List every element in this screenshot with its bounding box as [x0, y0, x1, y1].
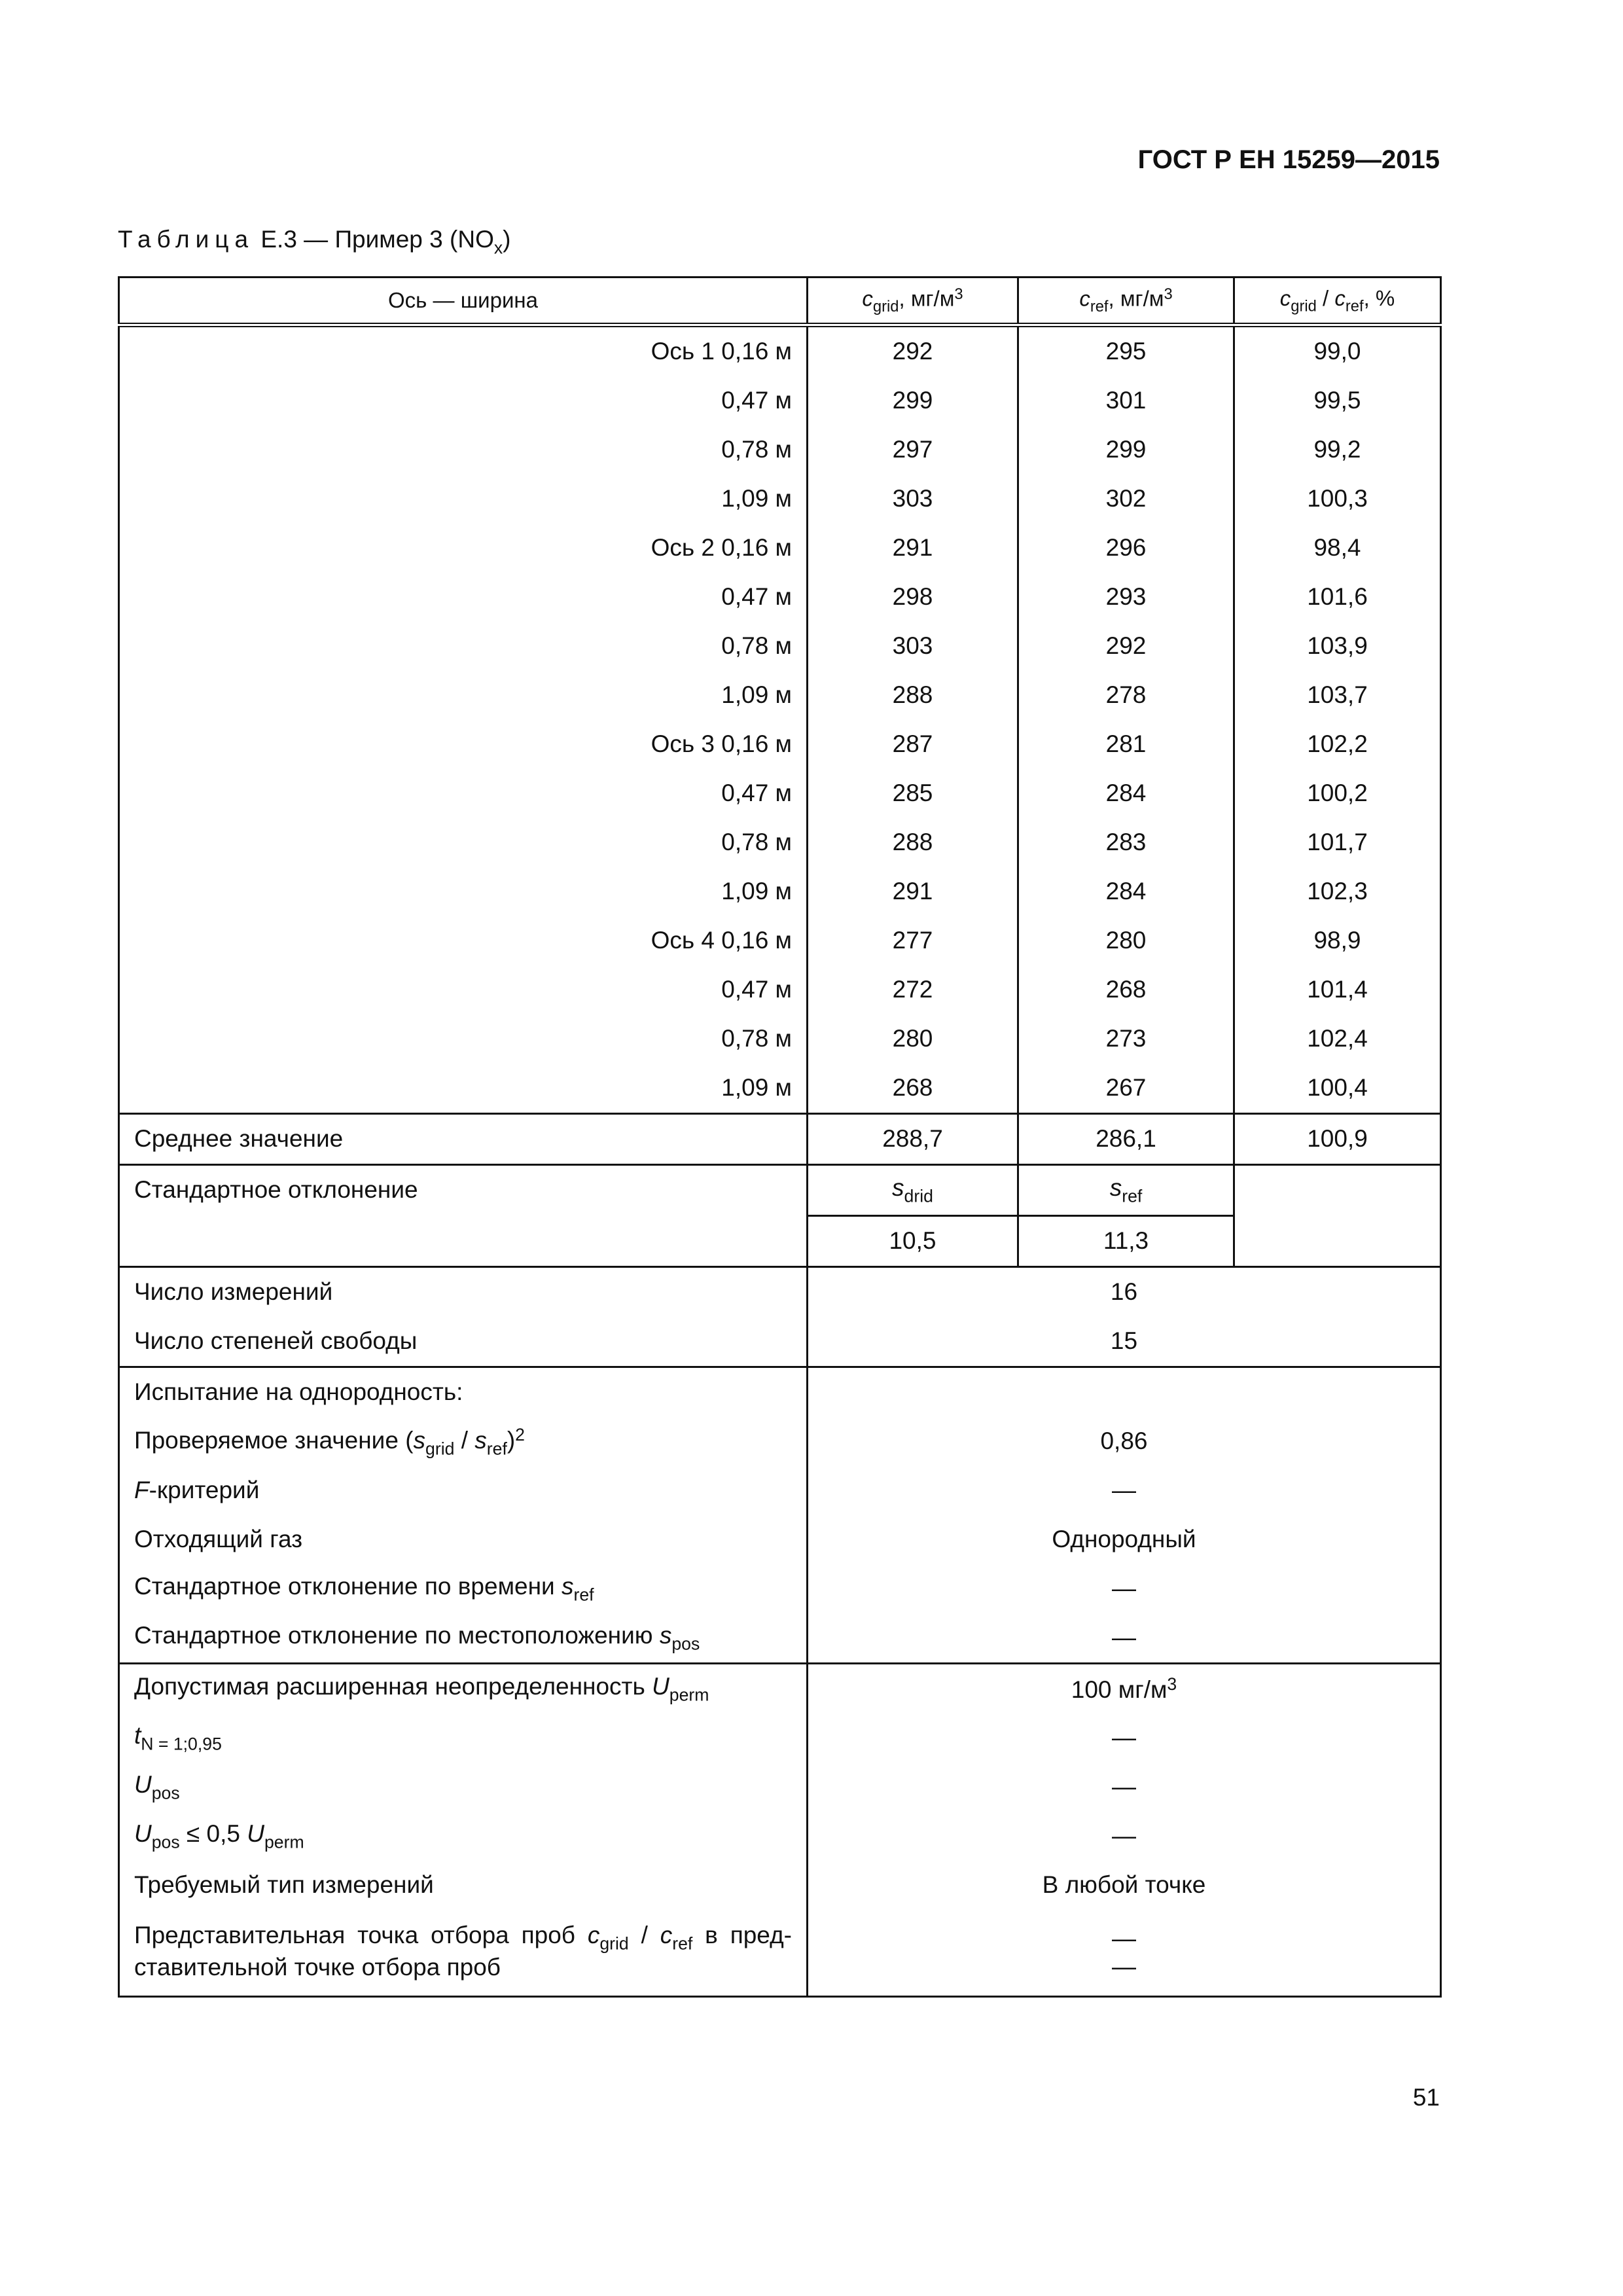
table-row — [119, 622, 1441, 671]
row-label: 0,47 м — [119, 965, 808, 1014]
stdev-row — [119, 1165, 1441, 1216]
table-row — [119, 475, 1441, 524]
measurement-table — [118, 276, 1442, 1998]
row-cgrid: 288 — [808, 671, 1018, 720]
table-row — [119, 1014, 1441, 1064]
representative-point-values: — — — [808, 1910, 1441, 1997]
row-cref: 280 — [1018, 916, 1234, 965]
f-test-row — [119, 1466, 1441, 1515]
mean-cgrid: 288,7 — [808, 1114, 1018, 1165]
upos-compare-row — [119, 1812, 1441, 1861]
row-cref: 281 — [1018, 720, 1234, 769]
row-label: Ось 1 0,16 м — [119, 325, 808, 377]
row-ratio: 102,2 — [1234, 720, 1441, 769]
table-row — [119, 818, 1441, 867]
col-header-cgrid: $c_{grid}$, $мг/м^3$ — [808, 278, 1018, 325]
count-row — [119, 1267, 1441, 1318]
row-ratio: 101,6 — [1234, 573, 1441, 622]
time-stdev-row — [119, 1564, 1441, 1613]
row-cgrid: 303 — [808, 622, 1018, 671]
row-ratio: 100,4 — [1234, 1064, 1441, 1114]
row-cgrid: 272 — [808, 965, 1018, 1014]
row-cgrid: 291 — [808, 524, 1018, 573]
row-label: 0,78 м — [119, 622, 808, 671]
upos-compare-label: $U_{pos} \le 0,5$ $U_{perm}$ — [119, 1812, 808, 1861]
row-cgrid: 299 — [808, 376, 1018, 425]
stdev-label: Стандартное отклонение — [119, 1165, 808, 1267]
row-label: 1,09 м — [119, 867, 808, 916]
row-cgrid: 292 — [808, 325, 1018, 377]
row-cgrid: 288 — [808, 818, 1018, 867]
row-cref: 301 — [1018, 376, 1234, 425]
f-test-label: F-критерий — [119, 1466, 808, 1515]
row-ratio: 100,3 — [1234, 475, 1441, 524]
stdev-value-1: 10,5 — [808, 1216, 1018, 1267]
table-row — [119, 1064, 1441, 1114]
mean-cref: 286,1 — [1018, 1114, 1234, 1165]
row-cref: 278 — [1018, 671, 1234, 720]
row-cref: 268 — [1018, 965, 1234, 1014]
row-ratio: 99,5 — [1234, 376, 1441, 425]
check-row — [119, 1417, 1441, 1466]
table-row — [119, 524, 1441, 573]
row-label: 0,78 м — [119, 818, 808, 867]
table-row — [119, 671, 1441, 720]
t-row — [119, 1713, 1441, 1763]
data-rows — [119, 325, 1441, 1114]
row-cref: 283 — [1018, 818, 1234, 867]
pos-stdev-label: Стандартное отклонение по местоположению $s_{pos}$ — [119, 1613, 808, 1664]
row-label: Ось 3 0,16 м — [119, 720, 808, 769]
row-cref: 267 — [1018, 1064, 1234, 1114]
representative-point-label: Представительная точка отбора проб $c_{grid} / c_{ref}$ в пред-ставительной точке отбора проб — [119, 1910, 808, 1997]
col-header-ratio: $c_{grid} / c_{ref}$, % — [1234, 278, 1441, 325]
table-row — [119, 867, 1441, 916]
row-cref: 292 — [1018, 622, 1234, 671]
row-cref: 293 — [1018, 573, 1234, 622]
row-label: Ось 4 0,16 м — [119, 916, 808, 965]
table-row — [119, 769, 1441, 818]
uperm-value: 100 $мг/м^3$ — [808, 1664, 1441, 1714]
mean-label: Среднее значение — [119, 1114, 808, 1165]
measurement-type-value: В любой точке — [808, 1861, 1441, 1910]
row-label: 1,09 м — [119, 671, 808, 720]
row-ratio: 101,7 — [1234, 818, 1441, 867]
f-test-value: — — [808, 1466, 1441, 1515]
caption-text: Е.3 — Пример 3 (NO — [260, 226, 494, 253]
document-id: ГОСТ Р ЕН 15259—2015 — [1137, 145, 1440, 174]
mean-row — [119, 1114, 1441, 1165]
row-cref: 284 — [1018, 769, 1234, 818]
row-cgrid: 277 — [808, 916, 1018, 965]
row-ratio: 99,2 — [1234, 425, 1441, 475]
dof-value: 15 — [808, 1317, 1441, 1367]
row-cgrid: 287 — [808, 720, 1018, 769]
stdev-empty-cell — [1234, 1165, 1441, 1267]
stdev-value-2: 11,3 — [1018, 1216, 1234, 1267]
table-row — [119, 573, 1441, 622]
table-caption — [118, 226, 511, 258]
uperm-label: Допустимая расширенная неопределенность $U_{perm}$ — [119, 1664, 808, 1714]
row-label: 0,47 м — [119, 376, 808, 425]
uperm-row — [119, 1664, 1441, 1714]
caption-close: ) — [503, 226, 511, 253]
row-ratio: 100,2 — [1234, 769, 1441, 818]
dof-row — [119, 1317, 1441, 1367]
homogeneity-title-empty — [808, 1367, 1441, 1418]
row-cref: 302 — [1018, 475, 1234, 524]
row-cgrid: 291 — [808, 867, 1018, 916]
row-cgrid: 280 — [808, 1014, 1018, 1064]
row-cgrid: 297 — [808, 425, 1018, 475]
row-ratio: 103,9 — [1234, 622, 1441, 671]
t-value: — — [808, 1713, 1441, 1763]
row-cref: 296 — [1018, 524, 1234, 573]
row-label: 0,78 м — [119, 1014, 808, 1064]
table-row — [119, 965, 1441, 1014]
caption-sub: x — [493, 238, 503, 258]
row-cref: 295 — [1018, 325, 1234, 377]
stdev-symbol-2: $s_{ref}$ — [1018, 1165, 1234, 1216]
table-header-row — [119, 278, 1441, 325]
gas-row — [119, 1515, 1441, 1564]
caption-label: Таблица — [118, 226, 255, 253]
check-label: Проверяемое значение $(s_{grid} / s_{ref})^2$ — [119, 1417, 808, 1466]
time-stdev-value: — — [808, 1564, 1441, 1613]
upos-row — [119, 1763, 1441, 1812]
row-cref: 299 — [1018, 425, 1234, 475]
table-row — [119, 325, 1441, 377]
row-label: 0,47 м — [119, 769, 808, 818]
gas-label: Отходящий газ — [119, 1515, 808, 1564]
upos-value: — — [808, 1763, 1441, 1812]
row-ratio: 101,4 — [1234, 965, 1441, 1014]
row-ratio: 102,4 — [1234, 1014, 1441, 1064]
pos-stdev-row — [119, 1613, 1441, 1664]
dof-label: Число степеней свободы — [119, 1317, 808, 1367]
count-label: Число измерений — [119, 1267, 808, 1318]
row-label: 1,09 м — [119, 475, 808, 524]
stdev-symbol-1: $s_{drid}$ — [808, 1165, 1018, 1216]
count-value: 16 — [808, 1267, 1441, 1318]
measurement-type-label: Требуемый тип измерений — [119, 1861, 808, 1910]
row-cgrid: 285 — [808, 769, 1018, 818]
row-ratio: 99,0 — [1234, 325, 1441, 377]
table-row — [119, 425, 1441, 475]
page-number: 51 — [1412, 2084, 1440, 2111]
table-row — [119, 720, 1441, 769]
table-row — [119, 916, 1441, 965]
mean-ratio: 100,9 — [1234, 1114, 1441, 1165]
homogeneity-title-row — [119, 1367, 1441, 1418]
row-cgrid: 268 — [808, 1064, 1018, 1114]
upos-compare-value: — — [808, 1812, 1441, 1861]
row-label: 0,78 м — [119, 425, 808, 475]
row-ratio: 102,3 — [1234, 867, 1441, 916]
col-header-cref: $c_{ref}$, $мг/м^3$ — [1018, 278, 1234, 325]
time-stdev-label: Стандартное отклонение по времени $s_{ref}$ — [119, 1564, 808, 1613]
row-label: 0,47 м — [119, 573, 808, 622]
representative-point-row — [119, 1910, 1441, 1997]
row-ratio: 103,7 — [1234, 671, 1441, 720]
row-label: 1,09 м — [119, 1064, 808, 1114]
measurement-type-row — [119, 1861, 1441, 1910]
check-value: 0,86 — [808, 1417, 1441, 1466]
pos-stdev-value: — — [808, 1613, 1441, 1664]
homogeneity-title: Испытание на однородность: — [119, 1367, 808, 1418]
row-cref: 273 — [1018, 1014, 1234, 1064]
col-header-axis: Ось — ширина — [119, 278, 808, 325]
row-ratio: 98,4 — [1234, 524, 1441, 573]
upos-label: $U_{pos}$ — [119, 1763, 808, 1812]
row-cref: 284 — [1018, 867, 1234, 916]
row-cgrid: 298 — [808, 573, 1018, 622]
t-label: $t_{N = 1;0,95}$ — [119, 1713, 808, 1763]
gas-value: Однородный — [808, 1515, 1441, 1564]
row-cgrid: 303 — [808, 475, 1018, 524]
row-ratio: 98,9 — [1234, 916, 1441, 965]
table-row — [119, 376, 1441, 425]
row-label: Ось 2 0,16 м — [119, 524, 808, 573]
